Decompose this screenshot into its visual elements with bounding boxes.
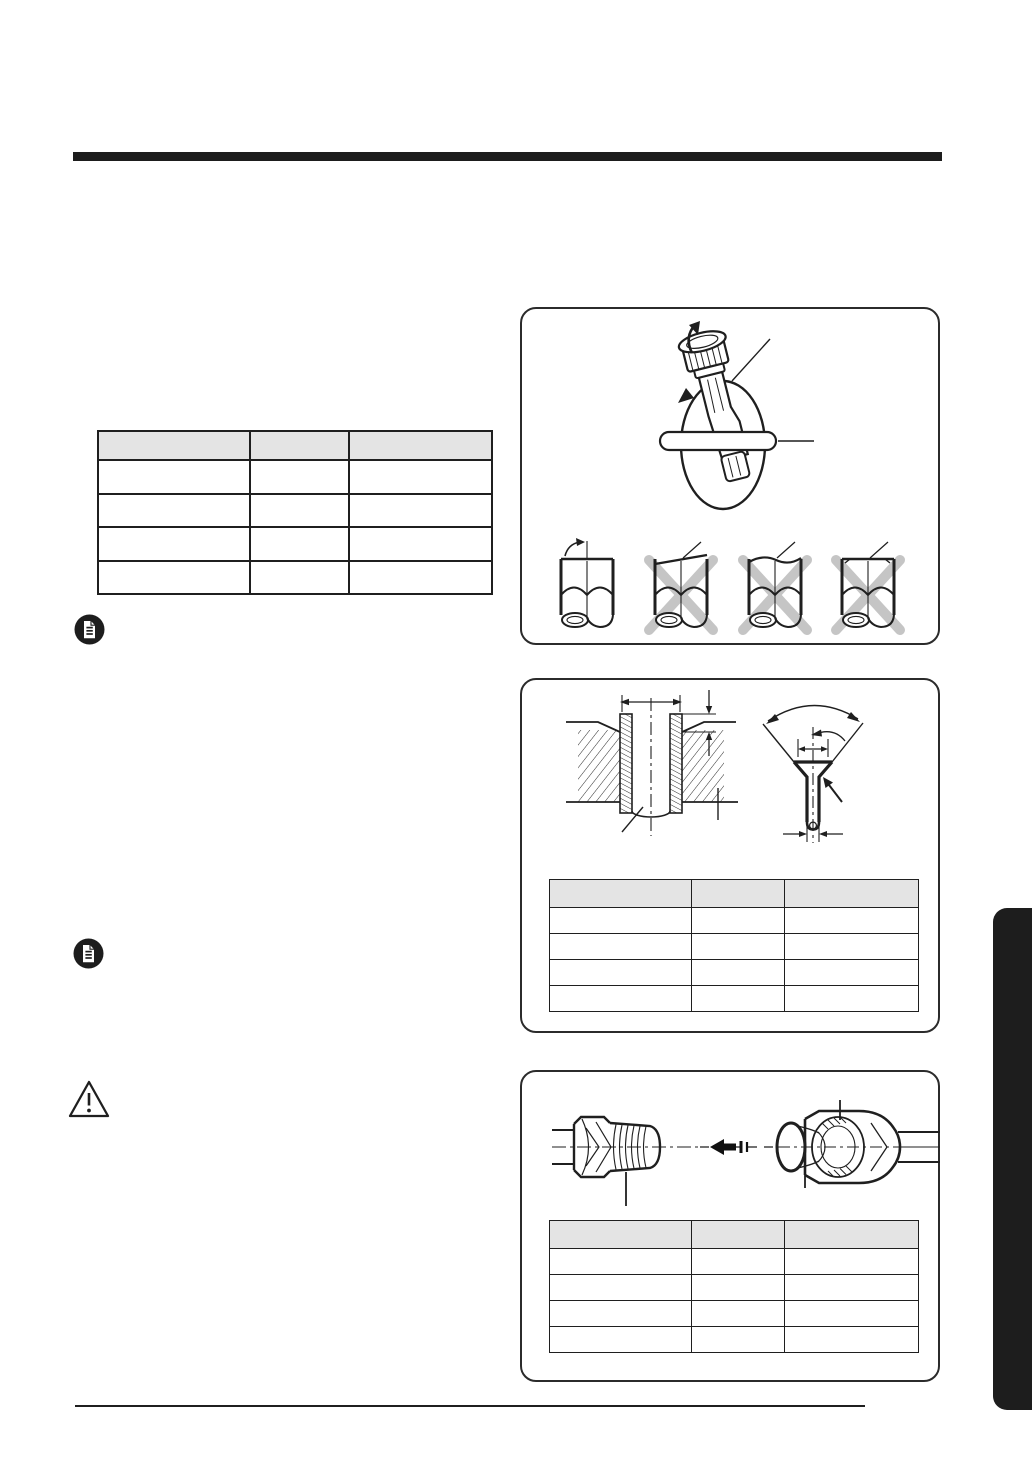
threaded-fitting xyxy=(552,1117,660,1206)
flaring-box xyxy=(520,678,940,1033)
flaring-figure xyxy=(522,680,942,876)
good-cut-end xyxy=(561,538,613,627)
pipe-clamped-in-flare-die xyxy=(566,690,738,836)
connection-box xyxy=(520,1070,940,1382)
left-spec-table xyxy=(97,430,493,593)
pipe-cutting-box xyxy=(520,307,940,645)
top-rule xyxy=(73,152,942,161)
warning-icon xyxy=(66,1078,112,1120)
note-icon xyxy=(74,614,105,645)
flare-nut-with-flared-pipe xyxy=(777,1100,940,1188)
section-side-tab xyxy=(993,908,1032,1410)
flare-cross-section xyxy=(763,705,863,843)
bad-cut-burred xyxy=(836,542,900,630)
connection-figure xyxy=(522,1072,942,1217)
cutter-leader-line xyxy=(732,339,770,381)
flaring-table xyxy=(549,879,919,1012)
copper-pipe xyxy=(660,432,776,450)
bad-cut-rough xyxy=(743,542,807,630)
connection-table xyxy=(549,1220,919,1351)
footer-rule xyxy=(75,1405,865,1407)
pipe-cutting-figure xyxy=(522,309,942,647)
assembly-direction-arrow xyxy=(710,1139,747,1155)
note-icon xyxy=(73,938,104,969)
bad-cut-slanted xyxy=(649,542,713,630)
